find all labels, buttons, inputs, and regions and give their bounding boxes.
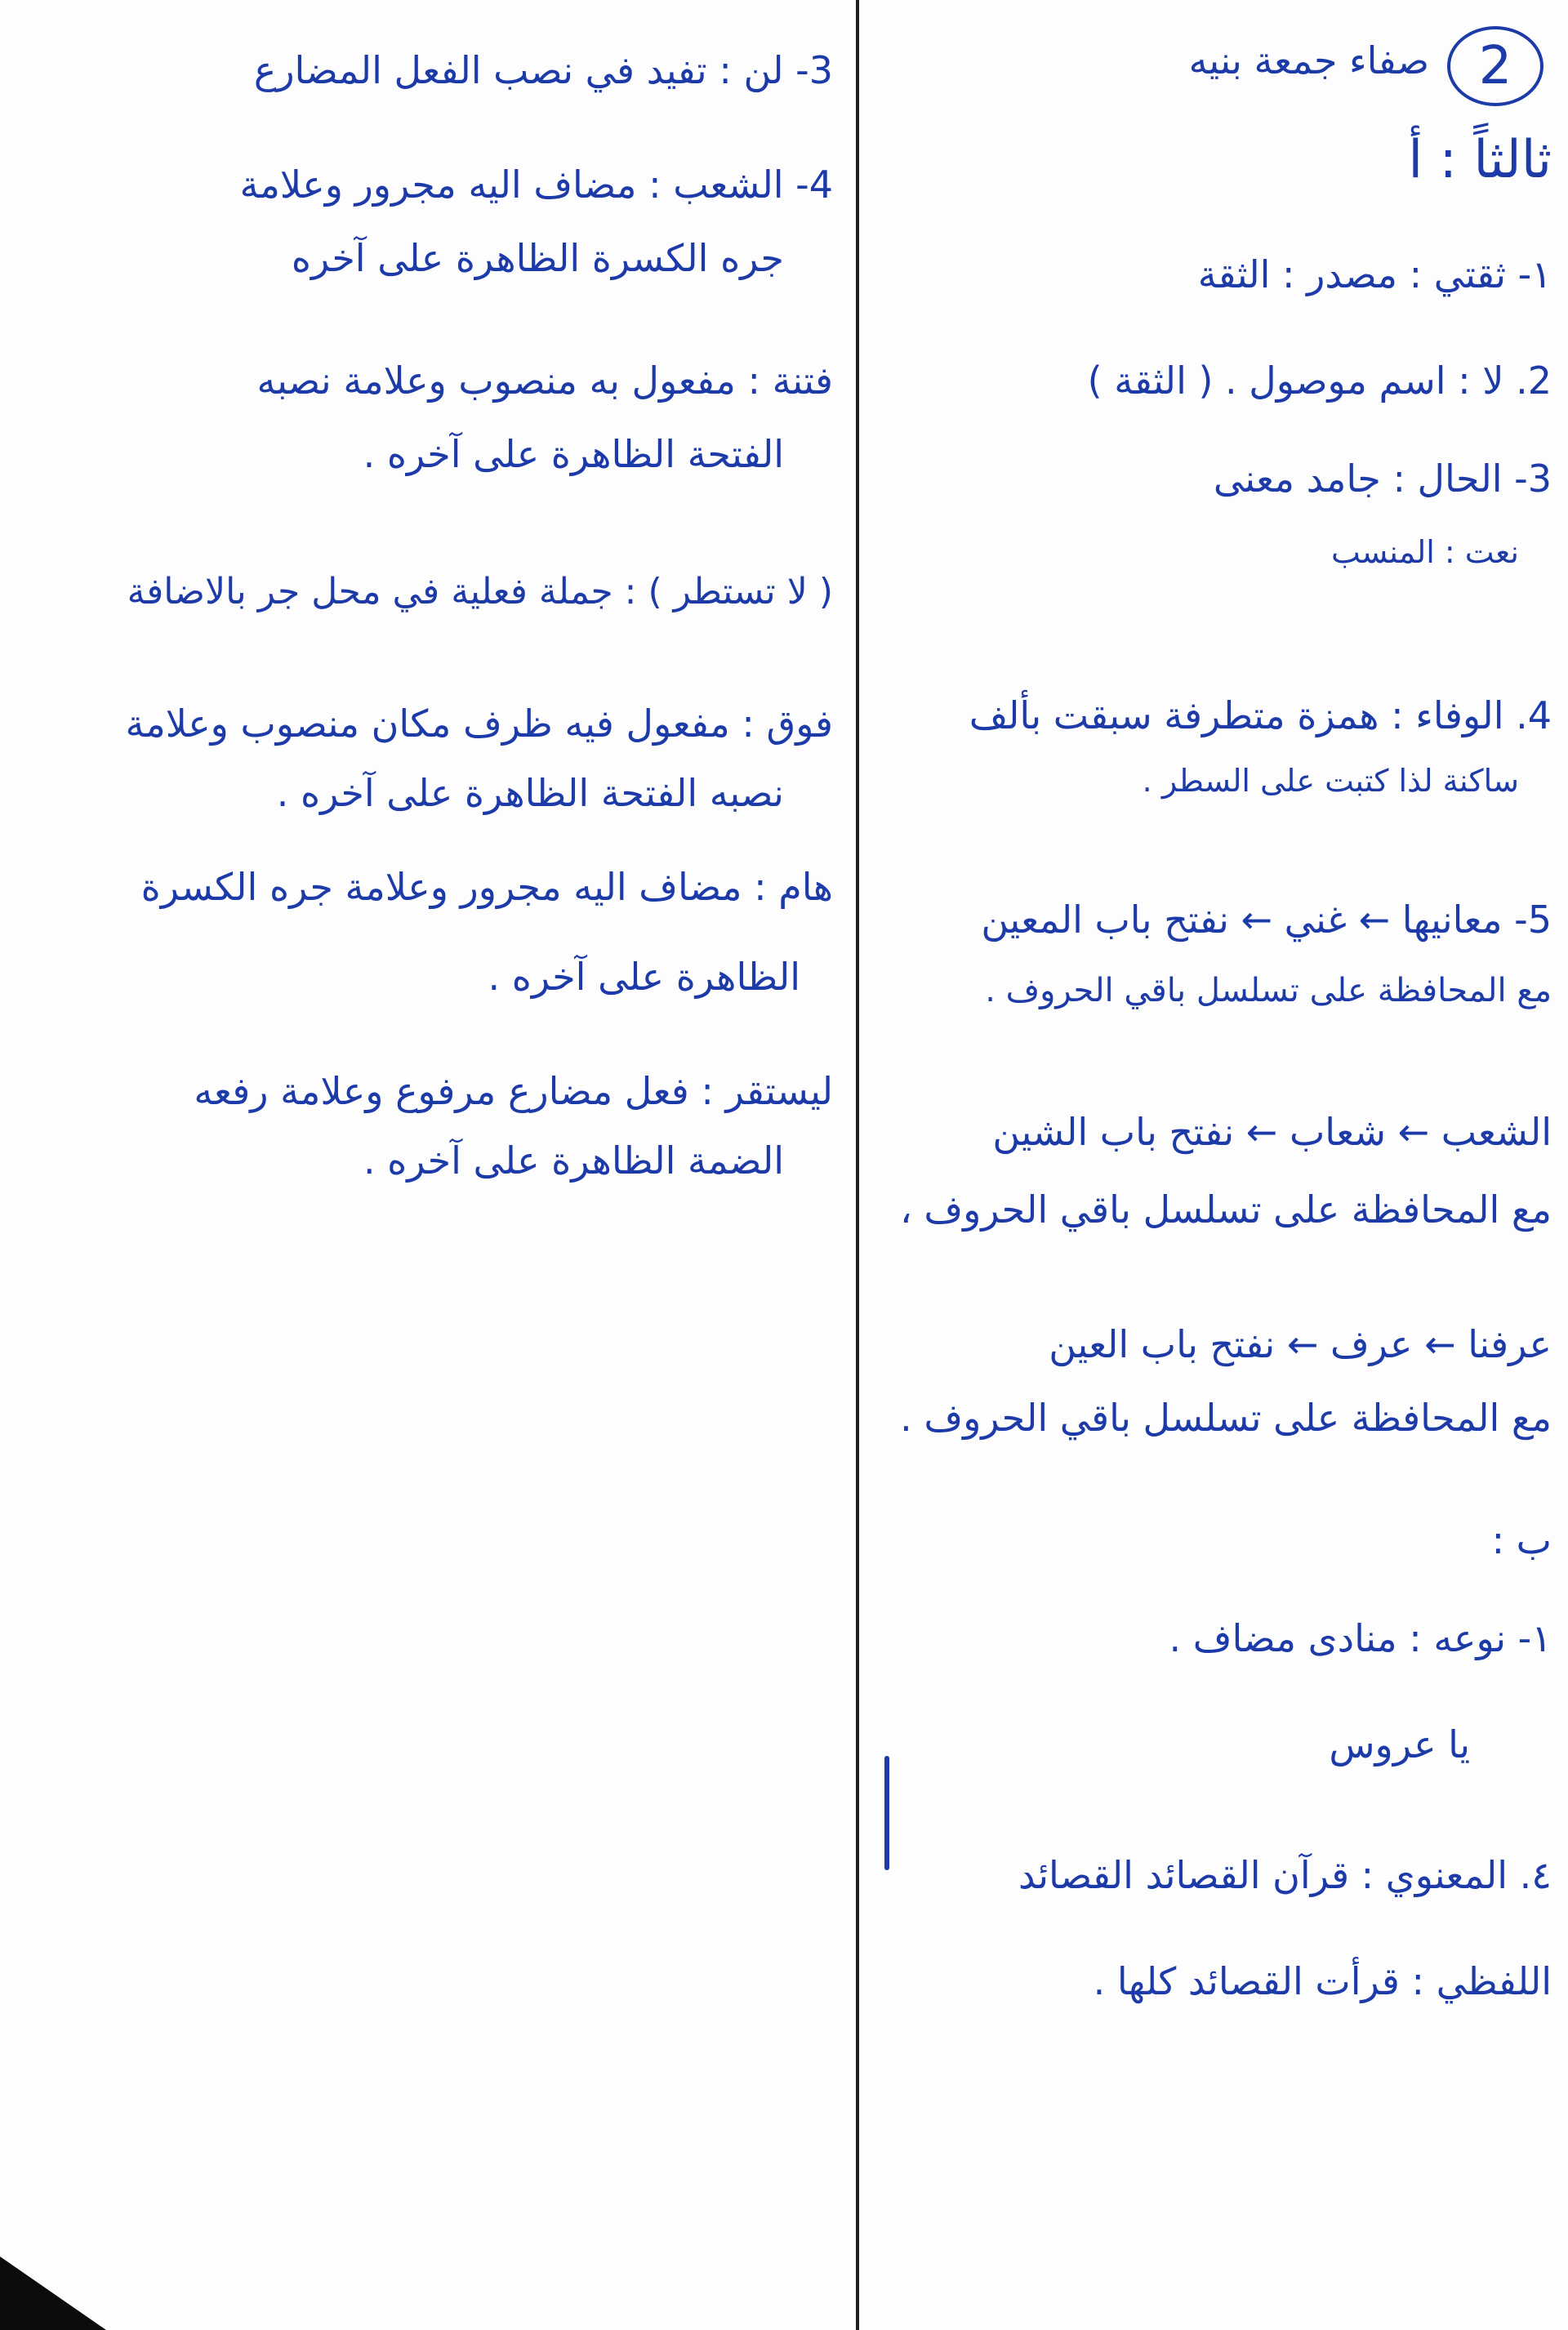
- answer-line: هام : مضاف اليه مجرور وعلامة جره الكسرة: [140, 865, 833, 909]
- answer-line: نعت : المنسب: [1331, 534, 1519, 570]
- answer-line: فوق : مفعول فيه ظرف مكان منصوب وعلامة: [125, 702, 833, 746]
- student-name: صفاء جمعة بنيه: [1188, 38, 1429, 82]
- answer-line: فتنة : مفعول به منصوب وعلامة نصبه: [256, 359, 833, 403]
- answer-line: 2. لا : اسم موصول . ( الثقة ): [1087, 359, 1552, 403]
- answer-line: الضمة الظاهرة على آخره .: [363, 1138, 784, 1183]
- answer-line: ( لا تستطر ) : جملة فعلية في محل جر بالاضافة: [127, 571, 833, 613]
- answer-line: اللفظي : قرأت القصائد كلها .: [1093, 1959, 1552, 2003]
- answer-line: ٤. المعنوي : قرآن القصائد القصائد: [1018, 1853, 1552, 1897]
- answer-line: ب :: [1491, 1518, 1552, 1562]
- answer-line: 3- الحال : جامد معنى: [1213, 457, 1552, 501]
- answer-line: 3- لن : تفيد في نصب الفعل المضارع: [253, 48, 833, 92]
- section-heading: ثالثاً : أ: [1408, 130, 1552, 190]
- column-divider: [856, 0, 859, 2330]
- answer-line: مع المحافظة على تسلسل باقي الحروف .: [985, 972, 1552, 1009]
- answer-line: عرفنا ← عرف ← نفتح باب العين: [1049, 1322, 1552, 1366]
- answer-line: 4. الوفاء : همزة متطرفة سبقت بألف: [969, 693, 1552, 737]
- answer-line: 4- الشعب : مضاف اليه مجرور وعلامة: [239, 163, 833, 207]
- answer-line: 5- معانيها ← غني ← نفتح باب المعين: [981, 898, 1552, 942]
- answer-line: جره الكسرة الظاهرة على آخره: [291, 236, 784, 280]
- answer-line: يا عروس: [1329, 1722, 1470, 1766]
- answer-line: ١- ثقتي : مصدر : الثقة: [1197, 252, 1552, 296]
- answer-line: نصبه الفتحة الظاهرة على آخره .: [276, 771, 784, 815]
- answer-line: مع المحافظة على تسلسل باقي الحروف ،: [899, 1187, 1552, 1232]
- answer-line: ١- نوعه : منادى مضاف .: [1169, 1616, 1552, 1660]
- answer-line: الفتحة الظاهرة على آخره .: [363, 432, 784, 476]
- margin-bracket: [884, 1756, 889, 1870]
- answer-line: ليستقر : فعل مضارع مرفوع وعلامة رفعه: [194, 1069, 833, 1113]
- answer-line: ساكنة لذا كتبت على السطر .: [1142, 763, 1519, 799]
- page-number-badge: 2: [1447, 26, 1544, 106]
- right-column: [878, 0, 1568, 2330]
- left-column: [57, 0, 849, 2330]
- answer-line: مع المحافظة على تسلسل باقي الحروف .: [900, 1396, 1552, 1440]
- answer-line: الظاهرة على آخره .: [488, 955, 800, 999]
- answer-line: الشعب ← شعاب ← نفتح باب الشين: [992, 1110, 1552, 1154]
